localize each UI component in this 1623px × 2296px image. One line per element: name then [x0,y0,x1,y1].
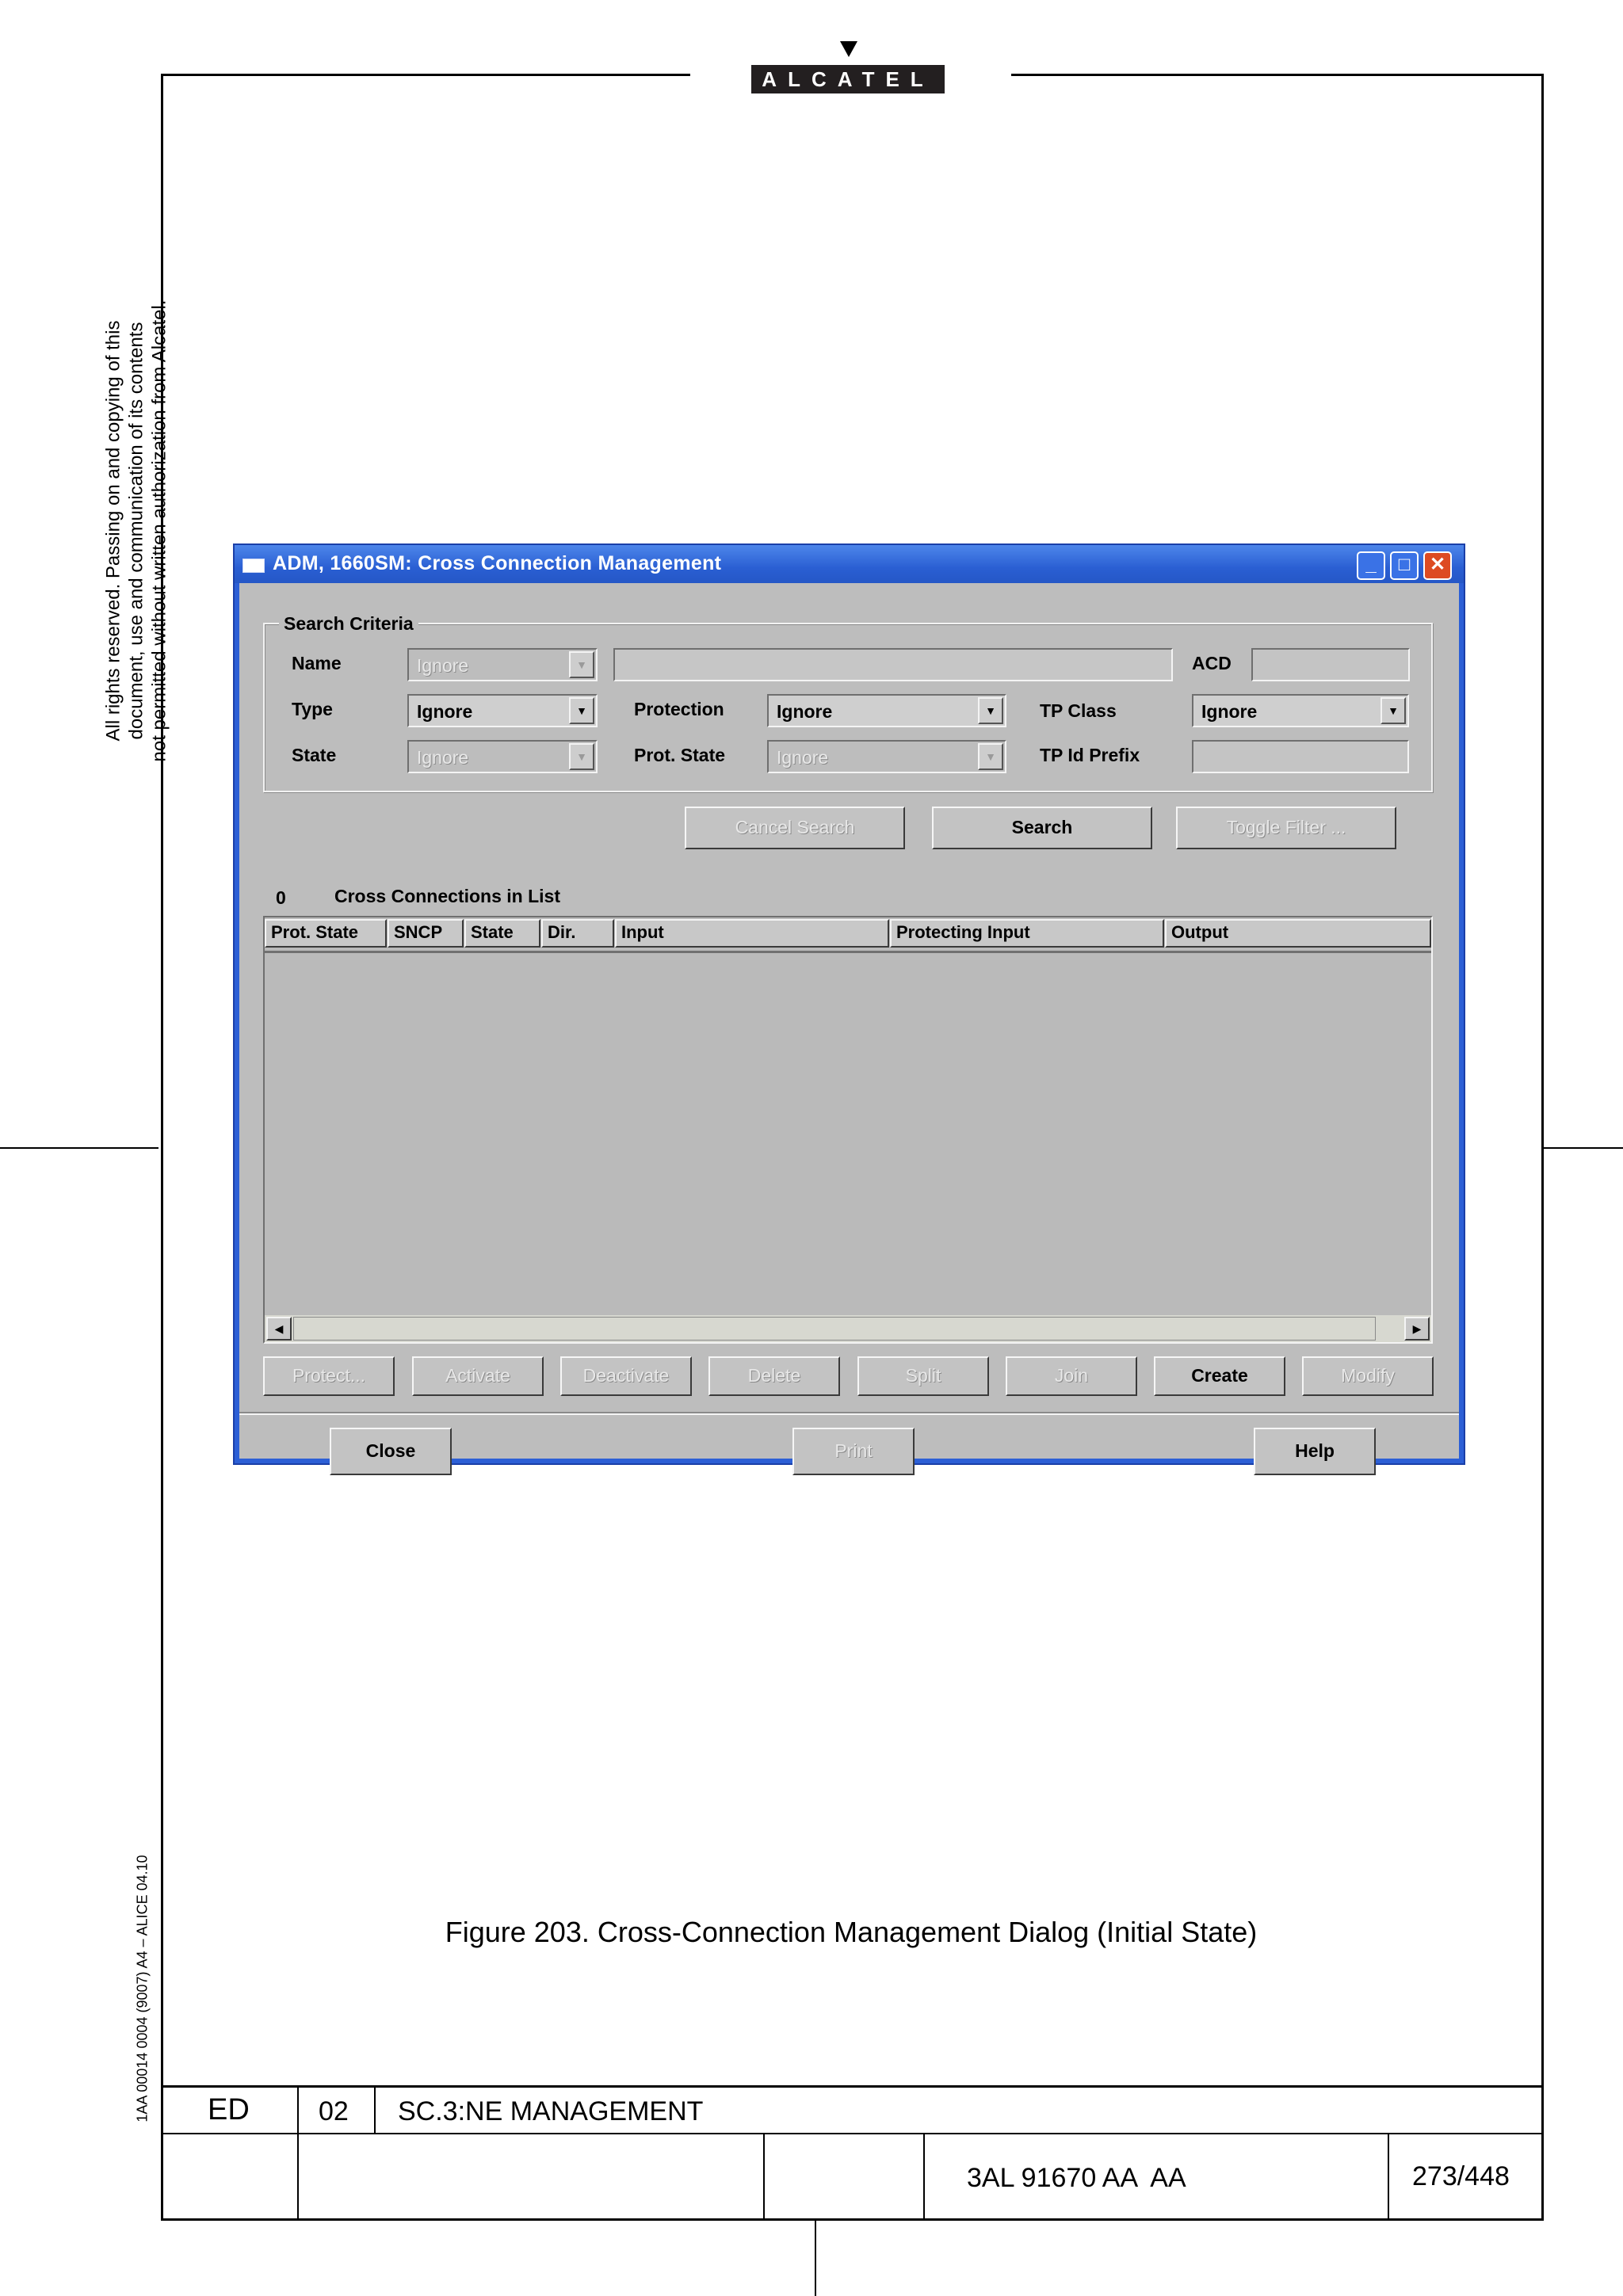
cross-connection-count-label: Cross Connections in List [334,886,560,906]
chevron-down-icon[interactable]: ▼ [1381,697,1406,724]
chevron-down-icon: ▼ [569,743,594,770]
footer-divider-5 [1388,2133,1389,2218]
column-output[interactable]: Output [1165,919,1431,948]
chevron-down-icon: ▼ [978,743,1003,770]
fold-mark-bottom [815,2220,816,2296]
activate-button[interactable]: Activate [412,1356,544,1396]
footer-rule-top [161,2085,1544,2088]
column-input[interactable]: Input [615,919,889,948]
close-window-button[interactable]: ✕ [1423,551,1452,580]
create-button[interactable]: Create [1154,1356,1285,1396]
footer-rule-middle [161,2133,1544,2134]
title-bar[interactable] [235,545,1464,583]
copyright-notice [102,300,171,762]
acd-input[interactable] [1251,648,1410,681]
fold-mark-right [1544,1147,1623,1149]
name-label: Name [292,653,342,673]
name-input[interactable] [613,648,1173,681]
copyright-line-2: document, use and communication of its contents [125,322,147,740]
toggle-filter-button[interactable]: Toggle Filter ... [1176,807,1396,849]
column-dir[interactable]: Dir. [541,919,614,948]
cross-connection-dialog [233,543,1465,1465]
print-button[interactable]: Print [792,1428,915,1475]
maximize-button[interactable]: □ [1390,551,1419,580]
footer-divider-3 [763,2133,765,2218]
protect-button[interactable]: Protect... [263,1356,395,1396]
page-frame-top-right [1011,74,1544,76]
copyright-line-3: not permitted without written authorization from Alcatel. [148,299,170,762]
edition-label: ED [208,2093,250,2126]
type-combo-value: Ignore [417,701,473,722]
prot-state-label: Prot. State [634,745,726,765]
minimize-button[interactable]: _ [1357,551,1385,580]
protection-combo[interactable] [767,694,1006,727]
column-sncp[interactable]: SNCP [388,919,464,948]
copyright-line-1: All rights reserved. Passing on and copying of this [102,320,124,742]
cross-connection-count: 0 [276,887,286,908]
tp-id-prefix-label: TP Id Prefix [1040,745,1140,765]
state-combo-value: Ignore [417,747,469,768]
column-protecting-input[interactable]: Protecting Input [890,919,1164,948]
tp-class-combo[interactable] [1192,694,1409,727]
name-combo-value: Ignore [417,655,469,676]
protection-combo-value: Ignore [777,701,833,722]
scroll-right-icon[interactable]: ▶ [1404,1317,1430,1341]
modify-button[interactable]: Modify [1302,1356,1434,1396]
type-label: Type [292,699,333,719]
help-button[interactable]: Help [1254,1428,1376,1475]
close-button[interactable]: Close [330,1428,452,1475]
deactivate-button[interactable]: Deactivate [560,1356,692,1396]
tp-class-label: TP Class [1040,700,1117,721]
protection-label: Protection [634,699,724,719]
edition-value: 02 [319,2096,349,2126]
search-criteria-group [263,613,1433,792]
type-combo[interactable] [407,694,598,727]
column-prot-state[interactable]: Prot. State [265,919,387,948]
state-combo [407,740,598,773]
document-template-code: 1AA 00014 0004 (9007) A4 – ALICE 04.10 [134,1855,151,2122]
chevron-down-icon[interactable]: ▼ [569,697,594,724]
cross-connection-table[interactable] [263,916,1433,1344]
tp-class-combo-value: Ignore [1201,701,1258,722]
name-combo [407,648,598,681]
footer-divider-2 [374,2085,376,2133]
section-title: SC.3:NE MANAGEMENT [398,2096,704,2126]
scroll-left-icon[interactable]: ◀ [266,1317,292,1341]
page-number: 273/448 [1412,2161,1510,2191]
fold-mark-left [0,1147,158,1149]
split-button[interactable]: Split [857,1356,989,1396]
prot-state-combo [767,740,1006,773]
alcatel-logo: ALCATEL [751,65,945,93]
footer-divider-4 [923,2133,925,2218]
search-button[interactable]: Search [932,807,1152,849]
logo-triangle-icon [840,41,857,57]
scrollbar-track[interactable] [293,1317,1376,1341]
table-header [265,917,1431,953]
join-button[interactable]: Join [1006,1356,1137,1396]
window-title: ADM, 1660SM: Cross Connection Management [273,552,722,574]
cancel-search-button[interactable]: Cancel Search [685,807,905,849]
column-state[interactable]: State [464,919,540,948]
horizontal-scrollbar[interactable] [265,1315,1431,1342]
page-frame-top-left [161,74,690,76]
chevron-down-icon: ▼ [569,651,594,678]
tp-id-prefix-input[interactable] [1192,740,1409,773]
state-label: State [292,745,337,765]
acd-label: ACD [1192,653,1232,673]
delete-button[interactable]: Delete [708,1356,840,1396]
window-icon [242,559,265,573]
button-separator [239,1412,1459,1415]
dialog-body [239,583,1459,1459]
figure-caption: Figure 203. Cross-Connection Management Dialog (Initial State) [445,1916,1258,1948]
document-code: 3AL 91670 AA AA [967,2163,1186,2193]
search-criteria-legend: Search Criteria [279,613,418,635]
chevron-down-icon[interactable]: ▼ [978,697,1003,724]
footer-divider-1 [297,2085,299,2218]
prot-state-combo-value: Ignore [777,747,829,768]
footer-rule-bottom [161,2218,1544,2221]
